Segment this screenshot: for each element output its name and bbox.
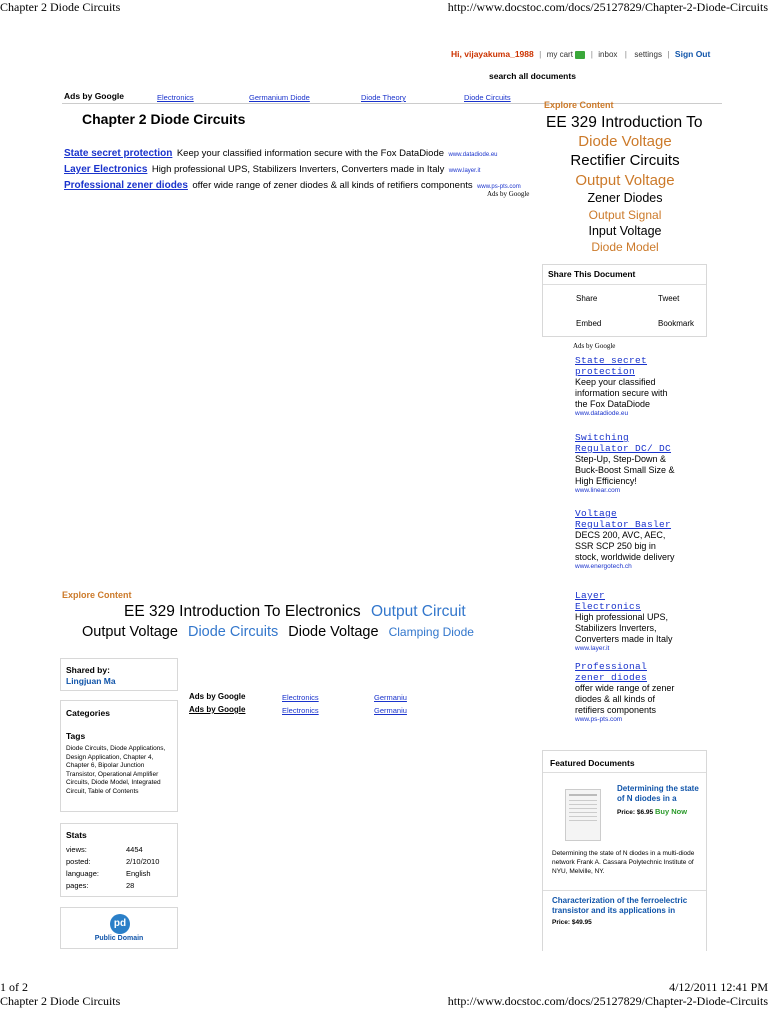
ad-body: Step-Up, Step-Down & Buck-Boost Small Size & High Efficiency! (575, 454, 675, 486)
ads-by-google-text: Ads by Google (487, 190, 530, 198)
featured-doc-2-price-row (552, 919, 592, 926)
bookmark-button[interactable]: Bookmark (658, 319, 695, 328)
ad-body: offer wide range of zener diodes & all kinds of retifiers components (575, 683, 675, 715)
adlinks-bar (62, 88, 722, 104)
print-header-url-2: http://www.docstoc.com/docs/25127829/Chapter-2-Diode-Circuits (447, 994, 768, 1008)
stats-label: Stats (66, 830, 87, 840)
explore-item[interactable]: Diode Voltage (288, 624, 379, 640)
featured-doc-1-price-row (617, 807, 687, 816)
ad-title[interactable]: State secret protection (64, 148, 173, 159)
explore-item[interactable]: Output Signal (588, 208, 662, 222)
ad-title[interactable]: Professional zener diodes (64, 180, 188, 191)
print-header-title-2: Chapter 2 Diode Circuits (0, 994, 121, 1008)
adlink-electronics[interactable]: Electronics (157, 93, 194, 102)
bottom-adlink-germanium[interactable]: Germaniu (374, 693, 407, 702)
stats-box (60, 823, 178, 897)
ad-body: offer wide range of zener diodes & all kinds of retifiers components (192, 180, 473, 191)
stat-value: 4454 (126, 845, 143, 854)
tags-label: Tags (66, 731, 86, 741)
shared-by-box (60, 658, 178, 691)
bottom-adlink-electronics[interactable]: Electronics (282, 693, 319, 702)
featured-doc-1-desc: Determining the state of N diodes in a multi-diode network Frank A. Cassara Polytechnic Institute of NYU, Melville, NY. (552, 850, 695, 875)
my-cart-link[interactable]: my cart (546, 50, 573, 59)
explore-item[interactable]: Clamping Diode (388, 625, 474, 639)
stat-value: 28 (126, 881, 135, 890)
cart-icon[interactable] (575, 51, 585, 59)
stat-value: 2/10/2010 (126, 857, 160, 866)
share-button[interactable]: Share (576, 294, 598, 303)
ad-title[interactable]: Professional zener diodes (575, 661, 648, 683)
ad-url[interactable]: www.ps-pts.com (575, 716, 623, 723)
ads-by-google-logo[interactable] (487, 190, 529, 198)
bottom-adlink-germanium-2[interactable]: Germaniu (374, 706, 407, 715)
categories-box (60, 700, 178, 812)
explore-item[interactable]: Diode Voltage (578, 133, 672, 150)
ad-title[interactable]: Layer Electronics (575, 590, 642, 612)
share-box (542, 264, 707, 337)
inbox-link[interactable]: inbox (598, 50, 618, 59)
greeting: Hi, (451, 49, 462, 59)
price-label: Price: (552, 919, 571, 926)
stat-key: pages: (66, 881, 89, 890)
bottom-adlinks-label-2[interactable]: Ads by Google (189, 705, 246, 714)
side-ad-2[interactable] (575, 432, 675, 494)
explore-right-cloud (542, 113, 708, 255)
public-domain-label[interactable]: Public Domain (94, 935, 144, 942)
share-heading: Share This Document (548, 269, 636, 279)
side-ad-3[interactable] (575, 508, 675, 570)
explore-item[interactable]: EE 329 Introduction To (546, 114, 703, 131)
ad-title[interactable]: Voltage Regulator Basler (575, 508, 672, 530)
public-domain-badge: pd (113, 918, 127, 929)
featured-heading: Featured Documents (550, 758, 635, 768)
explore-bottom-line-1 (124, 603, 466, 621)
document-title: Chapter 2 Diode Circuits (82, 111, 246, 127)
license-box (60, 907, 178, 949)
embed-button[interactable]: Embed (576, 319, 602, 328)
print-header-title: Chapter 2 Diode Circuits (0, 0, 121, 14)
featured-box (542, 750, 707, 951)
ad-url[interactable]: www.energotech.ch (575, 563, 632, 570)
ad-url[interactable]: www.layer.it (575, 645, 610, 652)
tags-list[interactable]: Diode Circuits, Diode Applications, Design Application, Chapter 4, Chapter 6, Bipolar Junction Transistor, Operational Amplifier Circuits, Diode Model, Integrated Circuit, Table of Contents (66, 745, 166, 795)
explore-item[interactable]: Output Circuit (370, 603, 466, 620)
explore-item[interactable]: Output Voltage (575, 172, 675, 189)
sign-out-link[interactable]: Sign Out (674, 49, 711, 59)
username-link[interactable]: vijayakuma_1988 (464, 49, 534, 59)
explore-item[interactable]: Output Voltage (82, 624, 178, 640)
ad-url[interactable]: www.ps-pts.com (477, 184, 521, 190)
print-footer-page: 1 of 2 (0, 980, 28, 994)
ad-url[interactable]: www.datadiode.eu (448, 152, 498, 158)
bottom-adlinks-label: Ads by Google (189, 692, 246, 701)
document-thumbnail[interactable] (565, 789, 601, 841)
explore-item[interactable]: Input Voltage (588, 224, 662, 238)
explore-right-heading: Explore Content (544, 100, 614, 110)
user-bar: Hi, vijayakuma_1988 | my cart | inbox | settings | Sign Out (451, 49, 711, 59)
explore-item[interactable]: Diode Model (591, 240, 659, 254)
featured-doc-2-title[interactable]: Characterization of the ferroelectric transistor and its applications in (552, 896, 688, 915)
bottom-adlinks (188, 692, 410, 722)
ad-title[interactable]: Layer Electronics (64, 164, 148, 175)
categories-label: Categories (66, 708, 110, 718)
public-domain-icon[interactable] (110, 914, 130, 934)
explore-item[interactable]: Zener Diodes (587, 191, 663, 205)
explore-bottom-heading: Explore Content (62, 590, 132, 600)
side-ad-5[interactable] (575, 661, 675, 723)
ad-url[interactable]: www.linear.com (575, 487, 621, 494)
explore-item[interactable]: Diode Circuits (187, 624, 279, 640)
adlink-diode-circuits[interactable]: Diode Circuits (464, 93, 511, 102)
settings-link[interactable]: settings (634, 50, 662, 59)
print-footer-timestamp: 4/12/2011 12:41 PM (669, 980, 768, 994)
stat-key: language: (66, 869, 99, 878)
price-value: $49.95 (571, 919, 592, 926)
stat-key: views: (66, 845, 87, 854)
stat-key: posted: (66, 857, 91, 866)
side-ad-1[interactable] (575, 355, 675, 417)
search-all-link[interactable]: search all documents (489, 71, 576, 81)
ad-title[interactable]: Switching Regulator DC/ DC (575, 432, 672, 454)
top-ad-3[interactable] (64, 175, 544, 193)
explore-item[interactable]: EE 329 Introduction To Electronics (124, 603, 361, 620)
price-label: Price: (617, 809, 636, 816)
stat-value: English (126, 869, 151, 878)
ad-body: DECS 200, AVC, AEC, SSR SCP 250 big in stock, worldwide delivery (575, 530, 675, 562)
side-ads-logo[interactable]: Ads by Google (573, 342, 616, 350)
price-value: $6.95 (636, 809, 654, 816)
shared-by-label: Shared by: (66, 665, 110, 675)
tweet-button[interactable]: Tweet (658, 294, 680, 303)
ad-title[interactable]: State secret protection (575, 355, 648, 377)
bottom-adlink-electronics-2[interactable]: Electronics (282, 706, 319, 715)
adlinks-label: Ads by Google (64, 91, 124, 101)
ad-body: High professional UPS, Stabilizers Inverters, Converters made in Italy (575, 612, 673, 644)
buy-now-button[interactable]: Buy Now (654, 807, 688, 816)
print-header-url: http://www.docstoc.com/docs/25127829/Chapter-2-Diode-Circuits (447, 0, 768, 14)
side-ad-4[interactable] (575, 590, 675, 652)
ad-url[interactable]: www.layer.it (448, 168, 481, 174)
ad-url[interactable]: www.datadiode.eu (575, 410, 629, 417)
adlink-diode-theory[interactable]: Diode Theory (361, 93, 406, 102)
explore-item[interactable]: Rectifier Circuits (570, 152, 680, 169)
explore-bottom-line-2 (82, 624, 474, 640)
ad-body: Keep your classified information secure with the Fox DataDiode (575, 377, 668, 409)
shared-by-name[interactable]: Lingjuan Ma (66, 676, 116, 686)
ad-body: Keep your classified information secure with the Fox DataDiode (176, 148, 445, 159)
adlink-germanium-diode[interactable]: Germanium Diode (249, 93, 310, 102)
featured-doc-1-title[interactable]: Determining the state of N diodes in a (617, 784, 699, 803)
ad-body: High professional UPS, Stabilizers Inverters, Converters made in Italy (151, 164, 445, 175)
